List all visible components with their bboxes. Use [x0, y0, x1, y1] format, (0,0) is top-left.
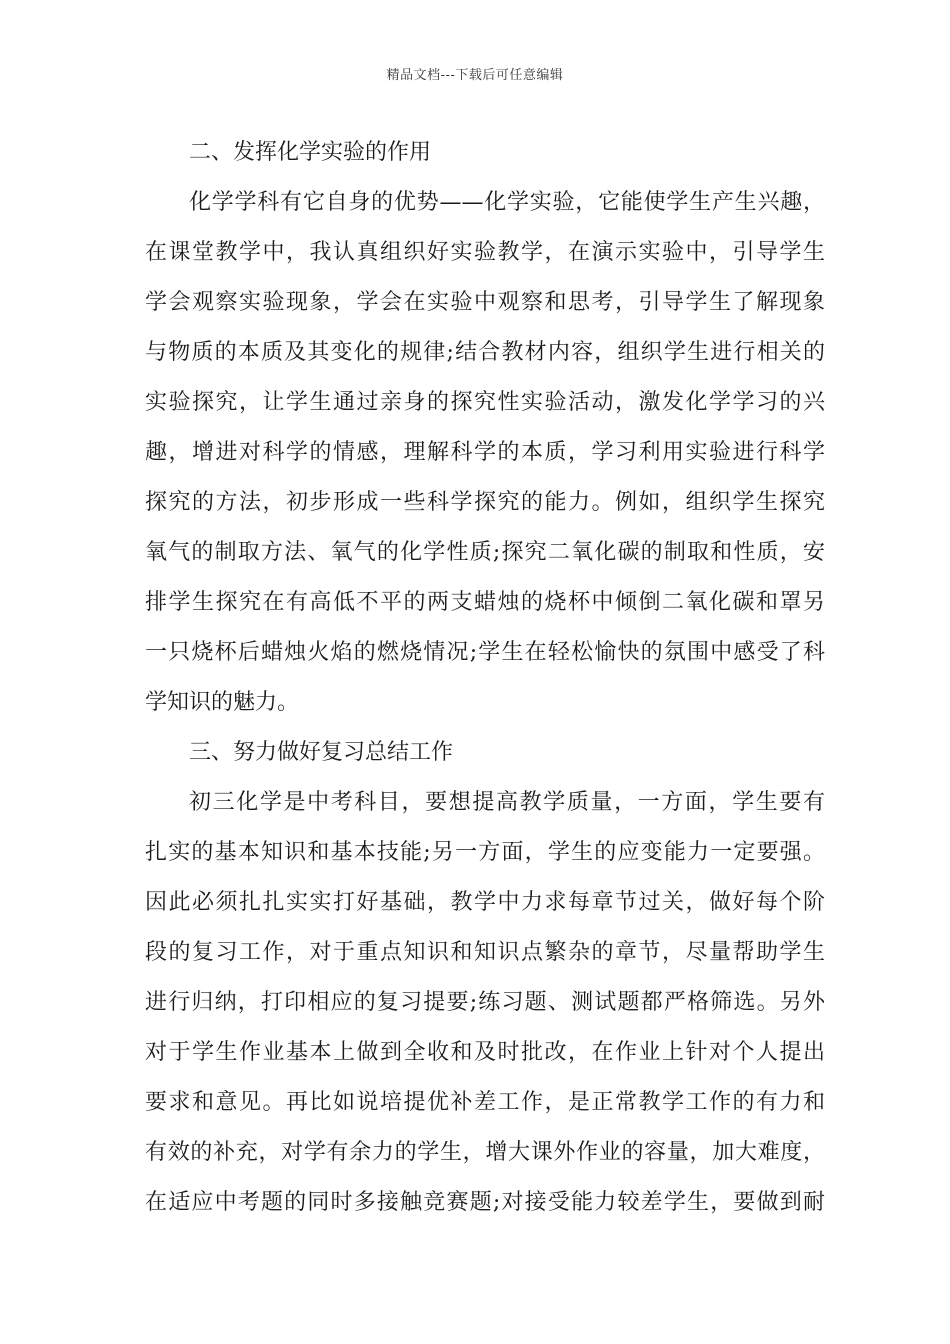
- document-body: [145, 128, 825, 1228]
- paragraph-line: 要求和意见。再比如说培提优补差工作，是正常教学工作的有力和: [145, 1090, 825, 1115]
- paragraph-line: 段的复习工作，对于重点知识和知识点繁杂的章节，尽量帮助学生: [145, 940, 825, 965]
- paragraph-experiments: [145, 178, 825, 728]
- paragraph-line: 一只烧杯后蜡烛火焰的燃烧情况;学生在轻松愉快的氛围中感受了科: [145, 640, 825, 665]
- paragraph-line: 化学学科有它自身的优势——化学实验，它能使学生产生兴趣，: [189, 190, 825, 215]
- paragraph-line: 与物质的本质及其变化的规律;结合教材内容，组织学生进行相关的: [145, 340, 825, 365]
- paragraph-line: 排学生探究在有高低不平的两支蜡烛的烧杯中倾倒二氧化碳和罩另: [145, 590, 825, 615]
- paragraph-line: 在适应中考题的同时多接触竞赛题;对接受能力较差学生，要做到耐: [145, 1190, 825, 1215]
- paragraph-line: 学会观察实验现象，学会在实验中观察和思考，引导学生了解现象: [145, 290, 825, 315]
- paragraph-line: 实验探究，让学生通过亲身的探究性实验活动，激发化学学习的兴: [145, 390, 825, 415]
- page-header: 精品文档---下载后可任意编辑: [386, 68, 564, 83]
- paragraph-line: 探究的方法，初步形成一些科学探究的能力。例如，组织学生探究: [145, 490, 825, 515]
- paragraph-line: 因此必须扎扎实实打好基础，教学中力求每章节过关，做好每个阶: [145, 890, 825, 915]
- paragraph-line: 对于学生作业基本上做到全收和及时批改，在作业上针对个人提出: [145, 1040, 825, 1065]
- paragraph-line: 氧气的制取方法、氧气的化学性质;探究二氧化碳的制取和性质，安: [145, 540, 825, 565]
- paragraph-line: 趣，增进对科学的情感，理解科学的本质，学习利用实验进行科学: [145, 440, 825, 465]
- section-heading-experiments: 二、发挥化学实验的作用: [189, 140, 432, 165]
- paragraph-line: 在课堂教学中，我认真组织好实验教学，在演示实验中，引导学生: [145, 240, 825, 265]
- paragraph-line: 学知识的魅力。: [145, 690, 300, 715]
- paragraph-line: 扎实的基本知识和基本技能;另一方面，学生的应变能力一定要强。: [145, 840, 825, 865]
- section-heading-review: 三、努力做好复习总结工作: [189, 740, 454, 765]
- paragraph-line: 初三化学是中考科目，要想提高教学质量，一方面，学生要有: [189, 790, 825, 815]
- paragraph-line: 有效的补充，对学有余力的学生，增大课外作业的容量，加大难度，: [145, 1140, 825, 1165]
- paragraph-review: [145, 778, 825, 1228]
- paragraph-line: 进行归纳，打印相应的复习提要;练习题、测试题都严格筛选。另外: [145, 990, 825, 1015]
